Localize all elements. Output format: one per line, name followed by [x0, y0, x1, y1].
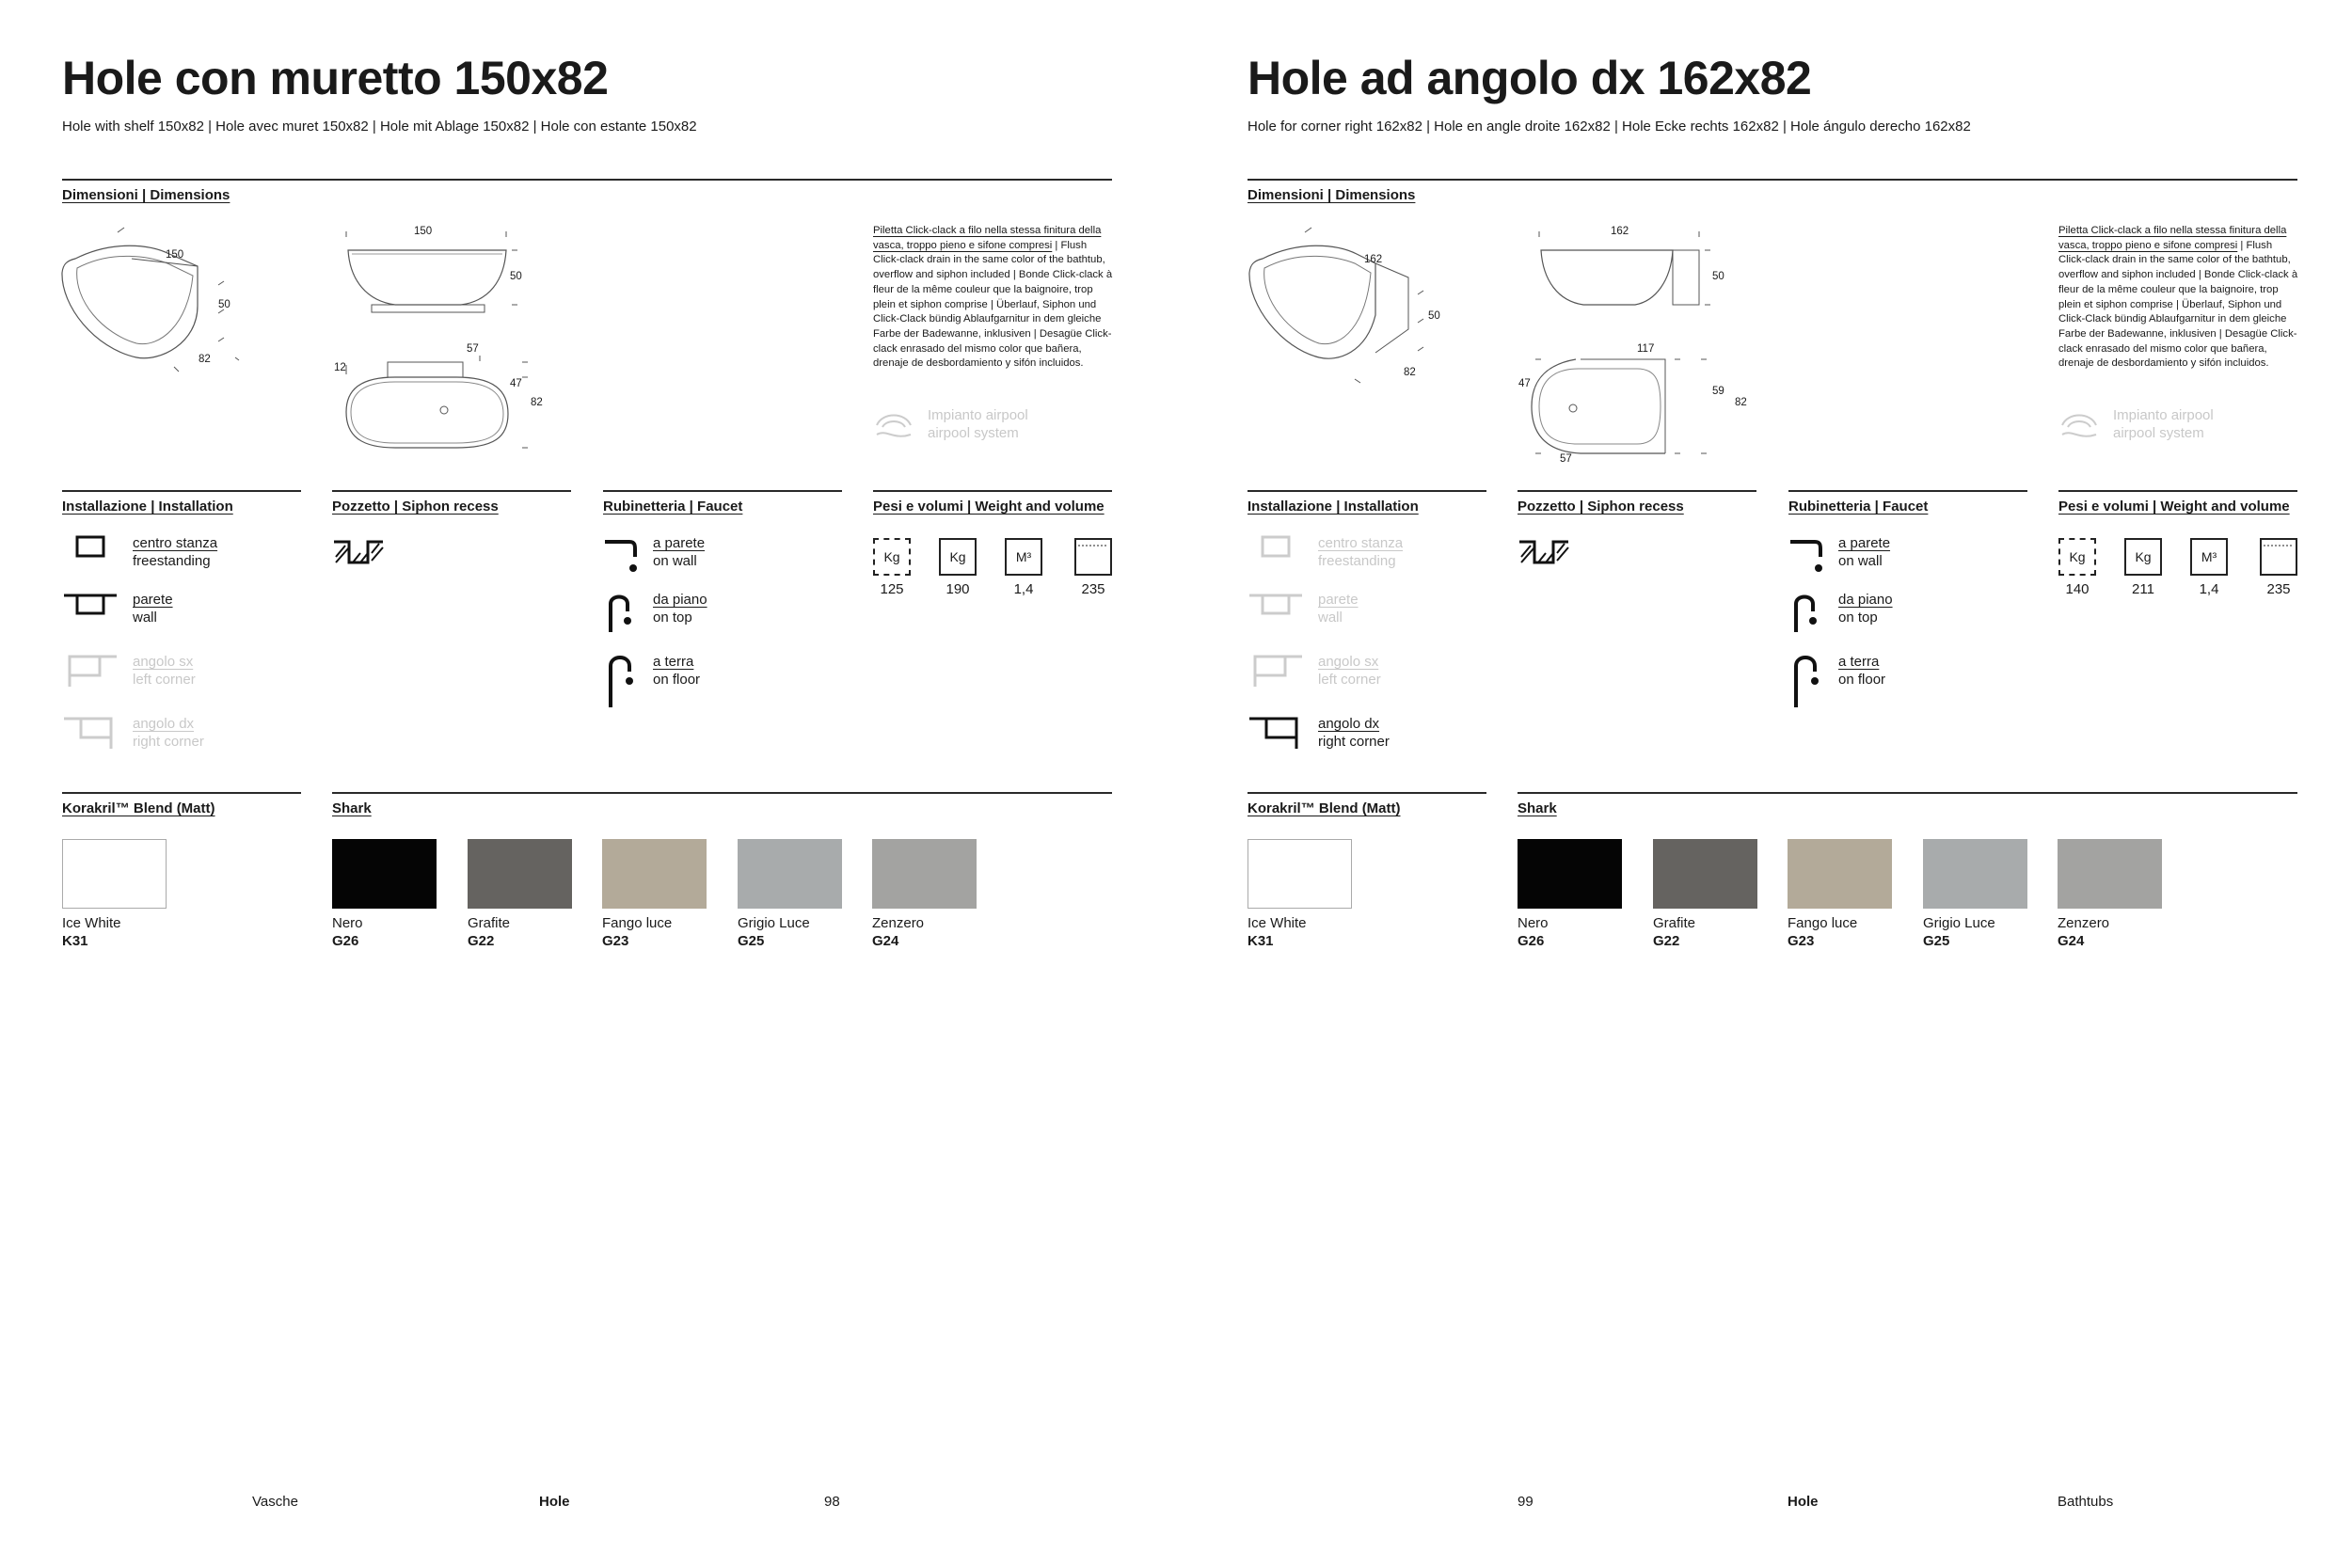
swatch-label: Grigio Luce G25	[738, 915, 810, 949]
color-swatch-nero	[1518, 839, 1622, 909]
dim-59: 59	[1712, 386, 1724, 397]
dim-12: 12	[334, 362, 346, 373]
faucet-on-floor: a terra on floor	[1838, 654, 1886, 688]
gross-weight-icon: Kg	[2124, 538, 2162, 576]
volume-value: 1,4	[1013, 581, 1034, 597]
color-swatch-grafite	[1653, 839, 1757, 909]
tub-front-view-drawing	[339, 224, 536, 318]
siphon-heading: Pozzetto | Siphon recess	[332, 499, 499, 515]
faucet-heading: Rubinetteria | Faucet	[1788, 499, 1929, 515]
left-corner-icon	[62, 653, 119, 690]
color-swatch-grigio-luce	[738, 839, 842, 909]
right-page	[1176, 0, 2352, 1568]
dimensions-heading: Dimensioni | Dimensions	[1248, 187, 1416, 203]
footer-page-number: 99	[1518, 1494, 1534, 1510]
weight-heading: Pesi e volumi | Weight and volume	[873, 499, 1104, 515]
shark-heading: Shark	[332, 800, 372, 816]
swatch-label: Ice White K31	[62, 915, 121, 949]
right-corner-icon	[1248, 715, 1304, 752]
wall-faucet-icon	[1788, 532, 1826, 576]
color-swatch-zenzero	[872, 839, 977, 909]
swatch-label: Grafite G22	[468, 915, 511, 949]
net-weight-icon: Kg	[2058, 538, 2096, 576]
swatch-label: Nero G26	[332, 915, 363, 949]
dim-front-length: 150	[414, 226, 433, 237]
faucet-on-wall: a parete on wall	[1838, 535, 1891, 569]
net-weight-icon: Kg	[873, 538, 911, 576]
dim-47: 47	[1518, 378, 1531, 389]
divider	[603, 490, 842, 492]
dim-width: 82	[199, 354, 211, 365]
airpool-icon	[2058, 406, 2100, 444]
divider	[62, 792, 301, 794]
divider	[1518, 792, 2297, 794]
siphon-recess-icon	[332, 538, 385, 566]
installation-freestanding: centro stanza freestanding	[133, 535, 218, 569]
dim-height: 50	[1428, 310, 1440, 322]
left-corner-icon	[1248, 653, 1304, 690]
divider	[873, 490, 1112, 492]
dimensions-heading: Dimensioni | Dimensions	[62, 187, 230, 203]
gross-weight-value: 211	[2132, 581, 2154, 597]
korakril-heading: Korakril™ Blend (Matt)	[62, 800, 215, 816]
capacity-value: 235	[1081, 581, 1105, 597]
color-swatch-fango-luce	[602, 839, 707, 909]
installation-left-corner: angolo sx left corner	[1318, 654, 1381, 688]
dim-height: 50	[218, 299, 230, 310]
right-corner-icon	[62, 715, 119, 752]
dim-front-height: 50	[1712, 271, 1724, 282]
airpool-icon	[873, 406, 914, 444]
capacity-value: 235	[2266, 581, 2291, 597]
color-swatch-zenzero	[2058, 839, 2162, 909]
divider	[1248, 490, 1486, 492]
footer-product: Hole	[1788, 1494, 1819, 1510]
installation-heading: Installazione | Installation	[1248, 499, 1419, 515]
wall-faucet-icon	[603, 532, 641, 576]
color-swatch-ice-white	[62, 839, 167, 909]
divider	[332, 490, 571, 492]
top-faucet-icon	[603, 591, 641, 634]
gross-weight-icon: Kg	[939, 538, 977, 576]
siphon-heading: Pozzetto | Siphon recess	[1518, 499, 1684, 515]
wall-icon	[1248, 591, 1304, 619]
capacity-icon	[2260, 538, 2297, 576]
dim-top-width: 82	[531, 397, 543, 408]
faucet-on-floor: a terra on floor	[653, 654, 701, 688]
tub-top-view-drawing	[1524, 346, 1731, 468]
swatch-label: Zenzero G24	[872, 915, 925, 949]
gross-weight-value: 190	[946, 581, 970, 597]
swatch-label: Grigio Luce G25	[1923, 915, 1995, 949]
top-faucet-icon	[1788, 591, 1826, 634]
freestanding-icon	[1248, 534, 1304, 562]
faucet-on-wall: a parete on wall	[653, 535, 706, 569]
wall-icon	[62, 591, 119, 619]
floor-faucet-icon	[603, 651, 641, 709]
divider	[2058, 490, 2297, 492]
dim-shelf: 57	[467, 343, 479, 355]
installation-wall: parete wall	[1318, 592, 1359, 626]
faucet-heading: Rubinetteria | Faucet	[603, 499, 743, 515]
color-swatch-ice-white	[1248, 839, 1352, 909]
swatch-label: Zenzero G24	[2058, 915, 2110, 949]
dim-front-height: 50	[510, 271, 522, 282]
dim-length: 162	[1364, 254, 1383, 265]
freestanding-icon	[62, 534, 119, 562]
drain-note: Piletta Click-clack a filo nella stessa finitura della vasca, troppo pieno e sifone compresi | Flush Click-clack drain in the same color of the bathtub, overflow and siphon included | Bonde Click-clack à fleur de la même couleur que la baignoire, trop plein et siphon comprise | Überlauf, Siphon und Click-Clack bündig Ablaufgarnitur in dem gleiche Farbe der Badewanne, inklusiven | Desagüe Click-clack enrasado del mismo color que bañera, drenaje de desbordamiento y sifón incluidos.	[2058, 225, 2298, 370]
divider	[332, 792, 1112, 794]
divider	[62, 490, 301, 492]
weight-heading: Pesi e volumi | Weight and volume	[2058, 499, 2290, 515]
faucet-on-top: da piano on top	[653, 592, 707, 626]
page-subtitle: Hole with shelf 150x82 | Hole avec muret 150x82 | Hole mit Ablage 150x82 | Hole con estante 150x82	[62, 119, 697, 135]
dim-width: 82	[1404, 367, 1416, 378]
divider	[62, 179, 1112, 181]
swatch-label: Fango luce G23	[1788, 915, 1858, 949]
installation-wall: parete wall	[133, 592, 173, 626]
tub-top-view-drawing	[339, 348, 546, 461]
page-title: Hole con muretto 150x82	[62, 52, 609, 104]
dim-47: 47	[510, 378, 522, 389]
footer-page-number: 98	[824, 1494, 840, 1510]
color-swatch-fango-luce	[1788, 839, 1892, 909]
floor-faucet-icon	[1788, 651, 1826, 709]
net-weight-value: 125	[880, 581, 904, 597]
volume-icon: M³	[1005, 538, 1042, 576]
page-subtitle: Hole for corner right 162x82 | Hole en angle droite 162x82 | Hole Ecke rechts 162x82 | Hole ángulo derecho 162x82	[1248, 119, 1971, 135]
swatch-label: Nero G26	[1518, 915, 1549, 949]
color-swatch-nero	[332, 839, 437, 909]
installation-freestanding: centro stanza freestanding	[1318, 535, 1404, 569]
airpool-label: Impianto airpool airpool system	[928, 407, 1028, 441]
divider	[1518, 490, 1756, 492]
page-title: Hole ad angolo dx 162x82	[1248, 52, 1812, 104]
capacity-icon	[1074, 538, 1112, 576]
volume-icon: M³	[2190, 538, 2228, 576]
swatch-label: Fango luce G23	[602, 915, 673, 949]
dim-57: 57	[1560, 453, 1572, 465]
siphon-recess-icon	[1518, 538, 1570, 566]
divider	[1788, 490, 2027, 492]
dim-top-width: 82	[1735, 397, 1747, 408]
installation-left-corner: angolo sx left corner	[133, 654, 196, 688]
installation-heading: Installazione | Installation	[62, 499, 233, 515]
tub-front-view-drawing	[1532, 224, 1720, 318]
divider	[1248, 179, 2297, 181]
color-swatch-grigio-luce	[1923, 839, 2027, 909]
net-weight-value: 140	[2065, 581, 2090, 597]
footer-product: Hole	[539, 1494, 570, 1510]
swatch-label: Ice White K31	[1248, 915, 1307, 949]
tub-isometric-drawing	[1244, 221, 1432, 390]
faucet-on-top: da piano on top	[1838, 592, 1893, 626]
swatch-label: Grafite G22	[1653, 915, 1696, 949]
dim-front-length: 162	[1611, 226, 1629, 237]
dim-length: 150	[166, 249, 184, 261]
dim-117: 117	[1637, 343, 1655, 355]
installation-right-corner: angolo dx right corner	[1318, 716, 1390, 750]
installation-right-corner: angolo dx right corner	[133, 716, 204, 750]
korakril-heading: Korakril™ Blend (Matt)	[1248, 800, 1401, 816]
volume-value: 1,4	[2199, 581, 2219, 597]
footer-section: Vasche	[252, 1494, 298, 1510]
shark-heading: Shark	[1518, 800, 1557, 816]
tub-isometric-drawing	[56, 221, 245, 386]
color-swatch-grafite	[468, 839, 572, 909]
footer-section: Bathtubs	[2058, 1494, 2114, 1510]
divider	[1248, 792, 1486, 794]
drain-note: Piletta Click-clack a filo nella stessa finitura della vasca, troppo pieno e sifone compresi | Flush Click-clack drain in the same color of the bathtub, overflow and siphon included | Bonde Click-clack à fleur de la même couleur que la baignoire, trop plein et siphon comprise | Überlauf, Siphon und Click-Clack bündig Ablaufgarnitur in dem gleiche Farbe der Badewanne, inklusiven | Desagüe Click-clack enrasado del mismo color que bañera, drenaje de desbordamiento y sifón incluidos.	[873, 225, 1113, 370]
airpool-label: Impianto airpool airpool system	[2113, 407, 2214, 441]
